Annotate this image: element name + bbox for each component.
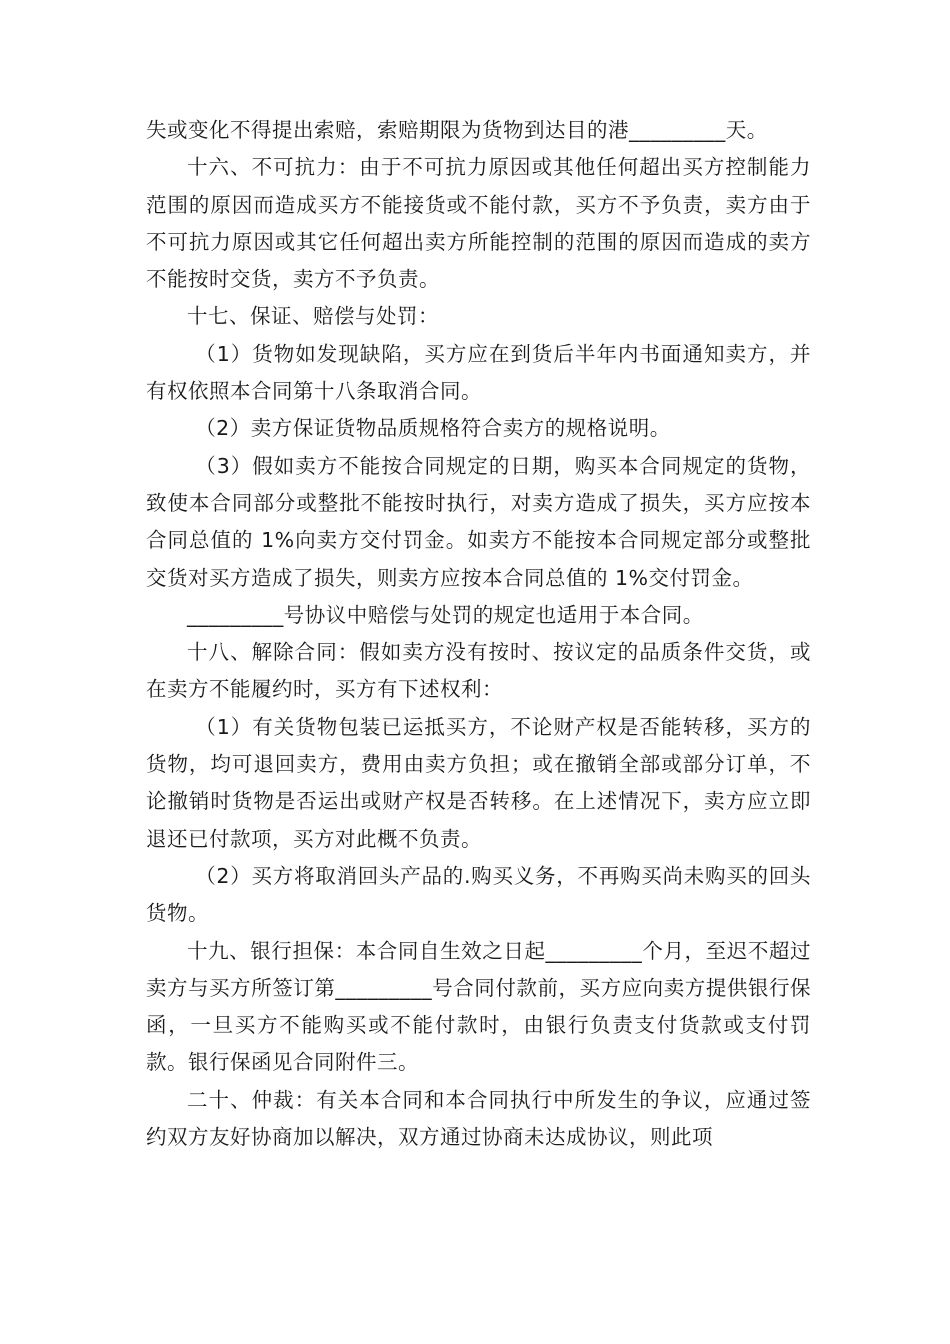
paragraph-clause-18: 十八、解除合同：假如卖方没有按时、按议定的品质条件交货，或在卖方不能履约时，买方有下述权利： [146, 640, 811, 702]
paragraph-clause-16: 十六、不可抗力：由于不可抗力原因或其他任何超出买方控制能力范围的原因而造成买方不能接货或不能付款，买方不予负责，卖方由于不可抗力原因或其它任何超出卖方所能控制的范围的原因而造成的卖方不能按时交货，卖方不予负责。 [146, 155, 811, 292]
paragraph-clause-17-item-3: （3）假如卖方不能按合同规定的日期，购买本合同规定的货物，致使本合同部分或整批不能按时执行，对卖方造成了损失，买方应按本合同总值的 1%向卖方交付罚金。如卖方不能按本合同规定部分或整批交货对买方造成了损失，则卖方应按本合同总值的 1%交付罚金。 [146, 453, 811, 590]
paragraph-continuation: 失或变化不得提出索赔，索赔期限为货物到达目的港_________天。 [146, 118, 768, 142]
paragraph-clause-17-heading: 十七、保证、赔偿与处罚： [187, 304, 439, 329]
paragraph-clause-17-item-2: （2）卖方保证货物品质规格符合卖方的规格说明。 [195, 416, 671, 441]
paragraph-clause-18-item-2: （2）买方将取消回头产品的.购买义务，不再购买尚未购买的回头货物。 [146, 863, 811, 926]
paragraph-clause-19: 十九、银行担保：本合同自生效之日起_________个月，至迟不超过卖方与买方所签订第_________号合同付款前，买方应向卖方提供银行保函，一旦买方不能购买或不能付款时，由银行负责支付货款或支付罚款。银行保函见合同附件三。 [146, 938, 811, 1075]
paragraph-clause-17-agreement: _________号协议中赔偿与处罚的规定也适用于本合同。 [187, 602, 704, 627]
paragraph-clause-17-item-1: （1）货物如发现缺陷，买方应在到货后半年内书面通知卖方，并有权依照本合同第十八条取消合同。 [146, 341, 811, 404]
document-body [146, 112, 811, 1156]
paragraph-clause-18-item-1: （1）有关货物包装已运抵买方，不论财产权是否能转移，买方的货物，均可退回卖方，费用由卖方负担；或在撤销全部或部分订单，不论撤销时货物是否运出或财产权是否转移。在上述情况下，卖方应立即退还已付款项，买方对此概不负责。 [146, 714, 811, 851]
paragraph-clause-20: 二十、仲裁：有关本合同和本合同执行中所发生的争议，应通过签约双方友好协商加以解决，双方通过协商未达成协议，则此项 [146, 1087, 811, 1150]
